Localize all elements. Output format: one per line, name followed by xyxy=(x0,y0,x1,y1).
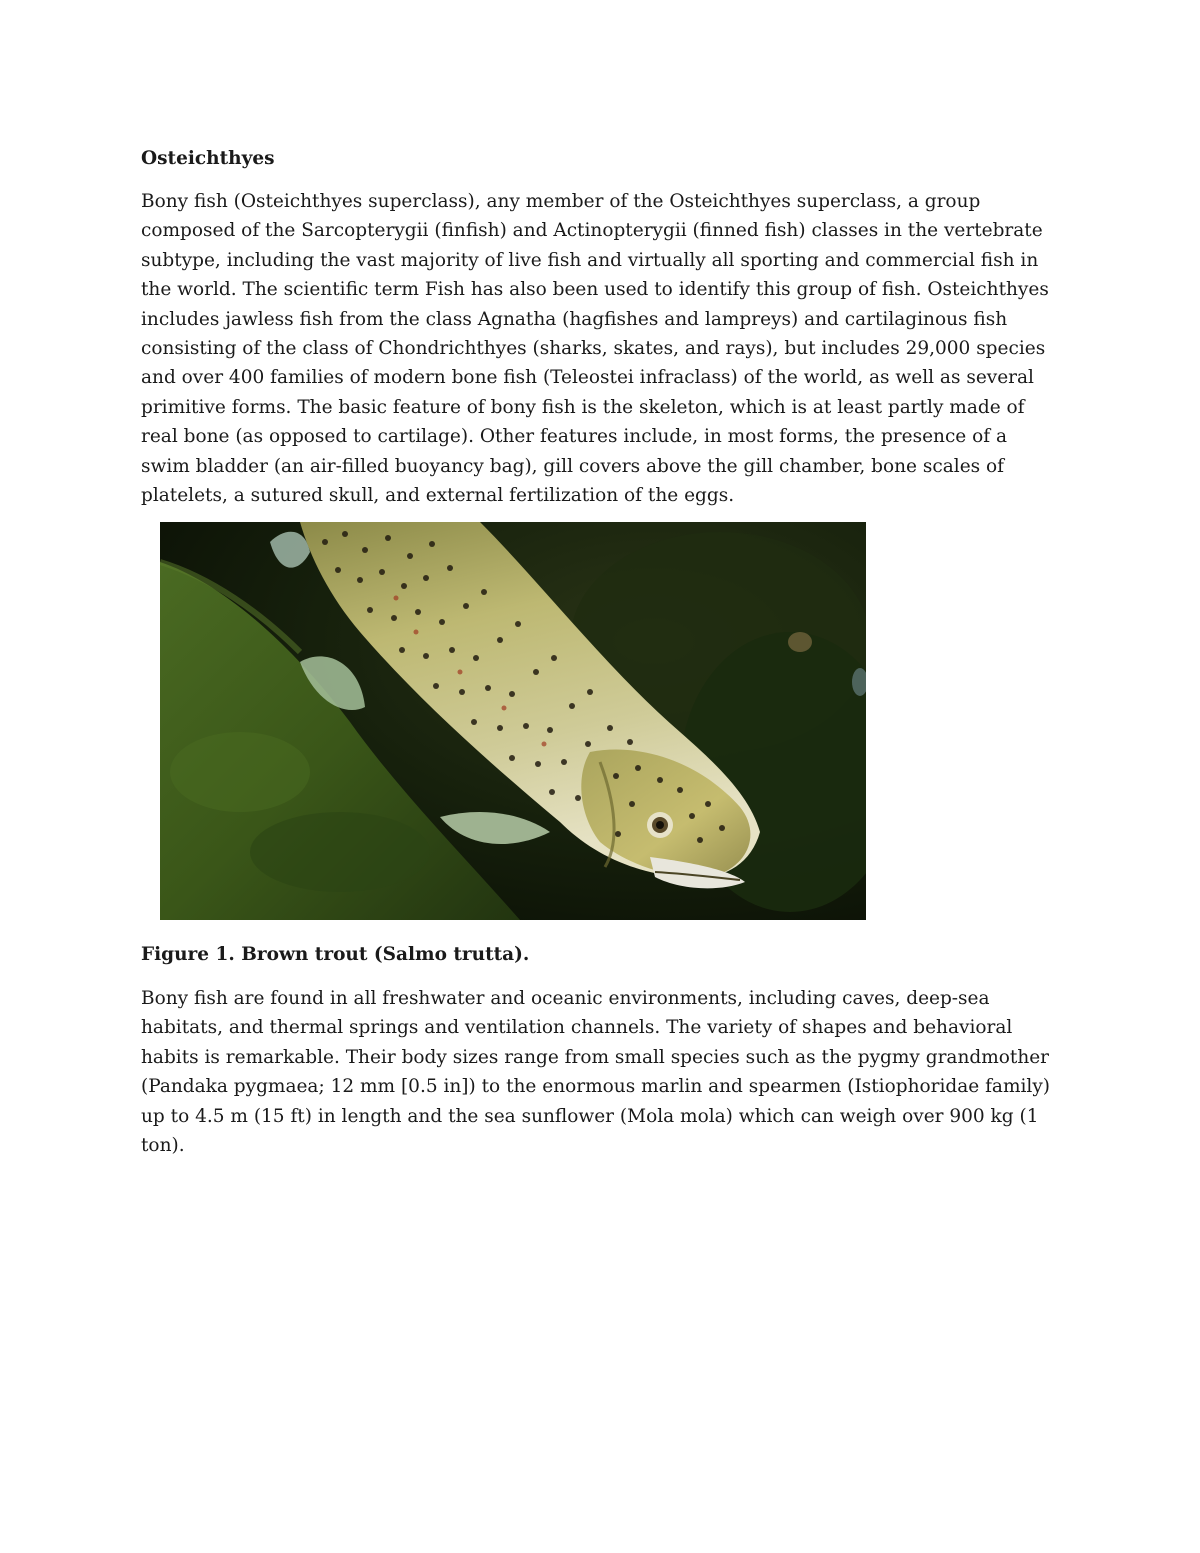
figure-caption: Figure 1. Brown trout (Salmo trutta). xyxy=(141,944,530,965)
trout-illustration xyxy=(160,522,866,920)
brown-trout-photo xyxy=(160,522,866,920)
habitat-paragraph: Bony fish are found in all freshwater and oceanic environments, including caves, deep-sea habitats, and thermal springs and ventilation channels. The variety of shapes and behavioral habits is remarkable. Their body sizes range from small species such as the pygmy grandmother (Pandaka pygmaea; 12 mm [0.5 in]) to the enormous marlin and spearmen (Istiophoridae family) up to 4.5 m (15 ft) in length and the sea sunflower (Mola mola) which can weigh over 900 kg (1 ton). xyxy=(141,988,1051,1157)
section-heading: Osteichthyes xyxy=(141,148,275,169)
intro-paragraph: Bony fish (Osteichthyes superclass), any member of the Osteichthyes superclass, a group composed of the Sarcopterygii (finfish) and Actinopterygii (finned fish) classes in the vertebrate subtype, including the vast majority of live fish and virtually all sporting and commercial fish in the world. The scientific term Fish has also been used to identify this group of fish. Osteichthyes includes jawless fish from the class Agnatha (hagfishes and lampreys) and cartilaginous fish consisting of the class of Chondrichthyes (sharks, skates, and rays), but includes 29,000 species and over 400 families of modern bone fish (Teleostei infraclass) of the world, as well as several primitive forms. The basic feature of bony fish is the skeleton, which is at least partly made of real bone (as opposed to cartilage). Other features include, in most forms, the presence of a swim bladder (an air-filled buoyancy bag), gill covers above the gill chamber, bone scales of platelets, a sutured skull, and external fertilization of the eggs. xyxy=(141,191,1049,507)
